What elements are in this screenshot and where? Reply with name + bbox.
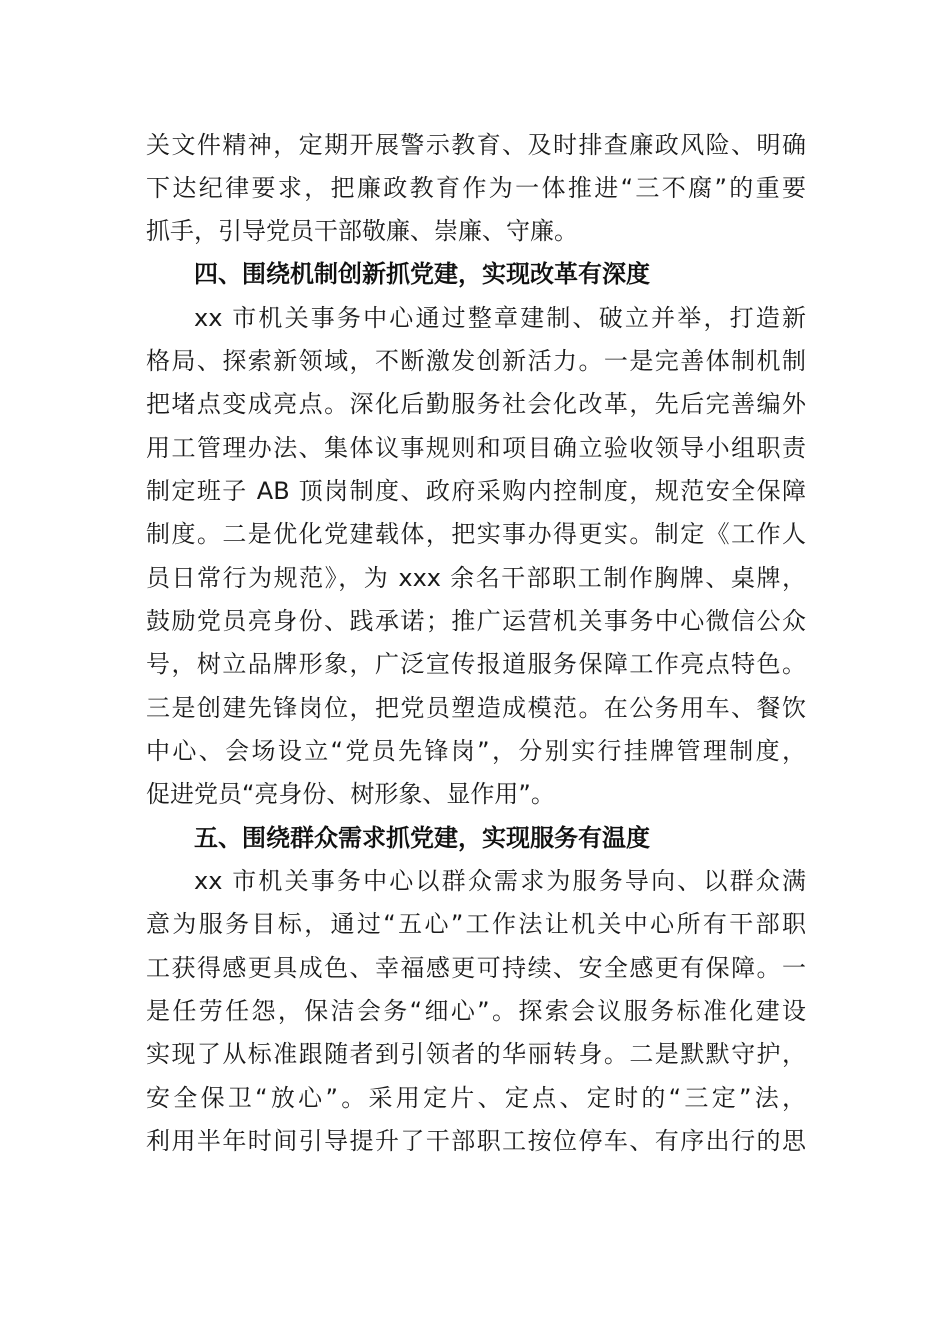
paragraph-line: 中心、会场设立“党员先锋岗”，分别实行挂牌管理制度， — [146, 737, 806, 765]
paragraph-line: 抓手，引导党员干部敬廉、崇廉、守廉。 — [146, 217, 578, 245]
paragraph-line: 三是创建先锋岗位，把党员塑造成模范。在公务用车、餐饮 — [146, 694, 806, 722]
paragraph-line: 工获得感更具成色、幸福感更可持续、安全感更有保障。一 — [146, 954, 806, 982]
paragraph-line: xx 市机关事务中心以群众需求为服务导向、以群众满 — [194, 867, 806, 895]
paragraph-line: 促进党员“亮身份、树形象、显作用”。 — [146, 780, 555, 808]
paragraph-line: 号，树立品牌形象，广泛宣传报道服务保障工作亮点特色。 — [146, 650, 806, 678]
paragraph-line: 关文件精神，定期开展警示教育、及时排查廉政风险、明确 — [146, 131, 806, 159]
paragraph-line: 格局、探索新领域，不断激发创新活力。一是完善体制机制 — [146, 347, 806, 375]
paragraph-line: 意为服务目标，通过“五心”工作法让机关中心所有干部职 — [146, 910, 806, 938]
paragraph-line: 利用半年时间引导提升了干部职工按位停车、有序出行的思 — [146, 1127, 806, 1155]
paragraph-line: 用工管理办法、集体议事规则和项目确立验收领导小组职责 — [146, 434, 806, 462]
paragraph-line: 安全保卫“放心”。采用定片、定点、定时的“三定”法， — [146, 1084, 806, 1112]
paragraph-line: xx 市机关事务中心通过整章建制、破立并举，打造新 — [194, 304, 806, 332]
section-heading-4: 四、围绕机制创新抓党建，实现改革有深度 — [194, 260, 650, 288]
paragraph-line: 下达纪律要求，把廉政教育作为一体推进“三不腐”的重要 — [146, 174, 806, 202]
paragraph-line: 制定班子 AB 顶岗制度、政府采购内控制度，规范安全保障 — [146, 477, 806, 505]
paragraph-line: 制度。二是优化党建载体，把实事办得更实。制定《工作人 — [146, 520, 806, 548]
paragraph-line: 是任劳任怨，保洁会务“细心”。探索会议服务标准化建设 — [146, 997, 806, 1025]
paragraph-line: 把堵点变成亮点。深化后勤服务社会化改革，先后完善编外 — [146, 390, 806, 418]
paragraph-line: 员日常行为规范》，为 xxx 余名干部职工制作胸牌、桌牌， — [146, 564, 806, 592]
section-heading-5: 五、围绕群众需求抓党建，实现服务有温度 — [194, 824, 650, 852]
paragraph-line: 实现了从标准跟随者到引领者的华丽转身。二是默默守护， — [146, 1040, 806, 1068]
paragraph-line: 鼓励党员亮身份、践承诺；推广运营机关事务中心微信公众 — [146, 607, 806, 635]
